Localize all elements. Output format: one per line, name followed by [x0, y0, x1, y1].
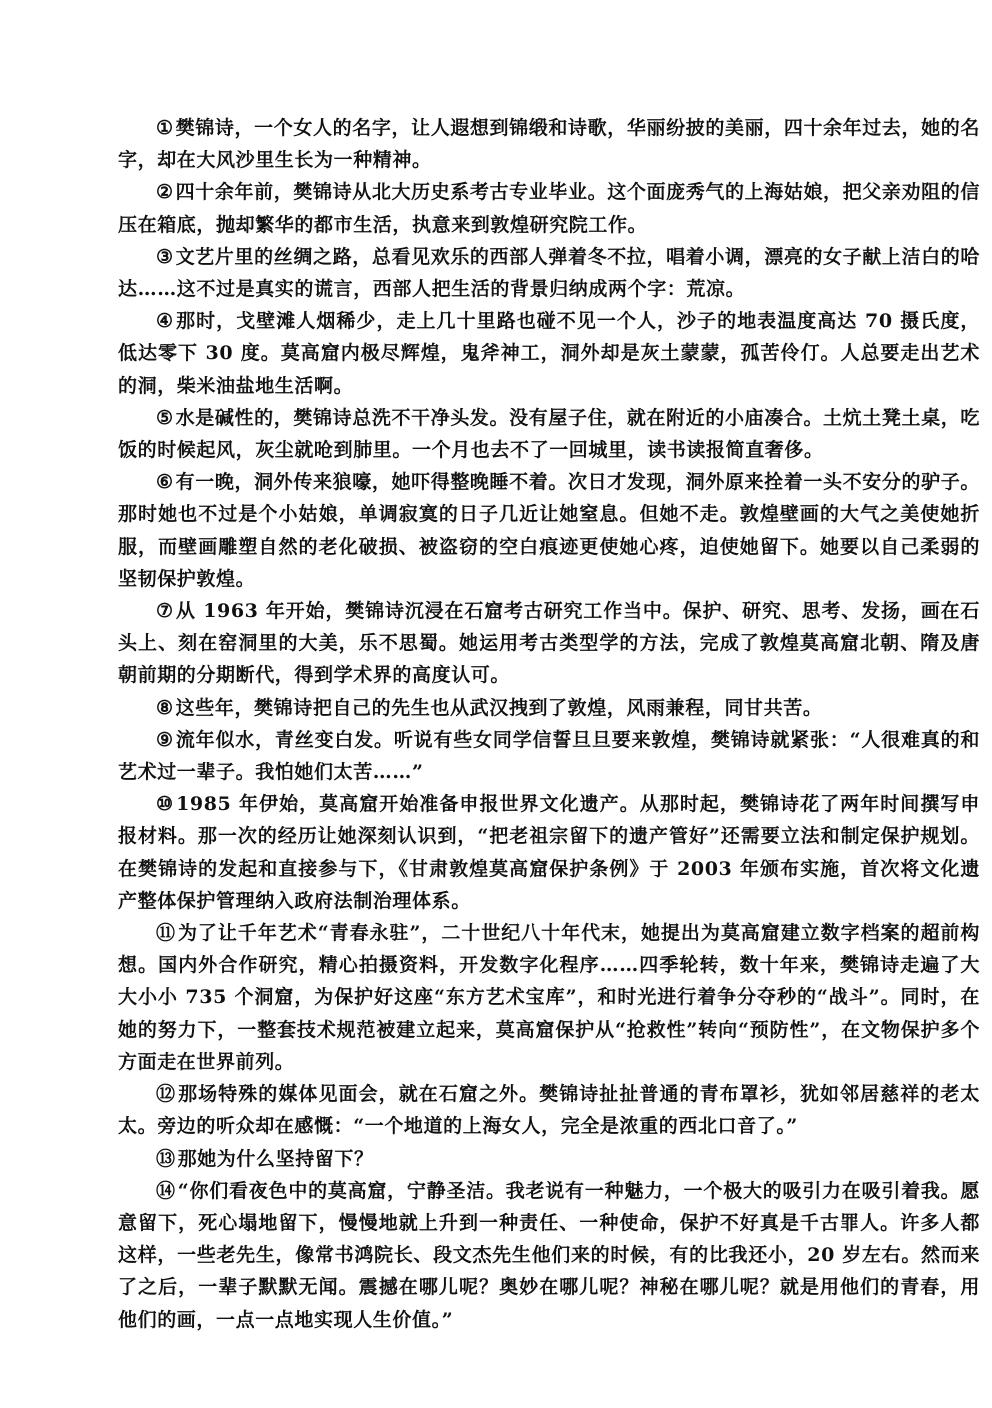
paragraph-text: 樊锦诗，一个女人的名字，让人遐想到锦缎和诗歌，华丽纷披的美丽，四十余年过去，她的名字，却在大风沙里生长为一种精神。	[118, 117, 980, 172]
paragraph-number: ②	[156, 181, 174, 204]
paragraph-text: 从 1963 年开始，樊锦诗沉浸在石窟考古研究工作当中。保护、研究、思考、发扬，画在石头上、刻在窑洞里的大美，乐不思蜀。她运用考古类型学的方法，完成了敦煌莫高窟北朝、隋及唐朝前期的分期断代，得到学术界的高度认可。	[118, 600, 980, 687]
paragraph-text: 文艺片里的丝绸之路，总看见欢乐的西部人弹着冬不拉，唱着小调，漂亮的女子献上洁白的哈达……这不过是真实的谎言，西部人把生活的背景归纳成两个字：荒凉。	[118, 245, 980, 301]
paragraph-text: 流年似水，青丝变白发。听说有些女同学信誓旦旦要来敦煌，樊锦诗就紧张：“人很难真的和艺术过一辈子。我怕她们太苦……”	[118, 728, 981, 784]
paragraph-text: 那她为什么坚持留下？	[177, 1147, 374, 1170]
paragraph-12	[118, 1078, 980, 1142]
paragraph-1	[118, 112, 980, 176]
paragraph-7	[118, 595, 980, 692]
paragraph-number: ⑦	[156, 600, 174, 623]
paragraph-number: ⑫	[156, 1083, 177, 1106]
paragraph-text: 这些年，樊锦诗把自己的先生也从武汉拽到了敦煌，风雨兼程，同甘共苦。	[175, 696, 823, 719]
paragraph-6	[118, 466, 980, 595]
paragraph-text: 四十余年前，樊锦诗从北大历史系考古专业毕业。这个面庞秀气的上海姑娘，把父亲劝阻的信压在箱底，抛却繁华的都市生活，执意来到敦煌研究院工作。	[118, 181, 980, 236]
paragraph-number: ⑪	[156, 922, 176, 945]
paragraph-4	[118, 305, 980, 402]
paragraph-number: ⑧	[156, 696, 174, 719]
paragraph-number: ⑬	[156, 1147, 176, 1170]
paragraph-14	[118, 1175, 980, 1336]
paragraph-number: ⑨	[156, 728, 174, 751]
paragraph-number: ⑤	[156, 406, 174, 429]
paragraph-number: ⑭	[156, 1179, 176, 1202]
paragraph-5	[118, 402, 980, 466]
paragraph-text: 那时，戈壁滩人烟稀少，走上几十里路也碰不见一个人，沙子的地表温度高达 70 摄氏度，低达零下 30 度。莫高窟内极尽辉煌，鬼斧神工，洞外却是灰土蒙蒙，孤苦伶仃。人总要走出艺术的洞，柴米油盐地生活啊。	[118, 310, 980, 397]
paragraph-number: ⑩	[156, 793, 175, 816]
paragraph-text: “你们看夜色中的莫高窟，宁静圣洁。我老说有一种魅力，一个极大的吸引力在吸引着我。愿意留下，死心塌地留下，慢慢地就上升到一种责任、一种使命，保护不好真是千古罪人。许多人都这样，一些老先生，像常书鸿院长、段文杰先生他们来的时候，有的比我还小，20 岁左右。然而来了之后，一辈子默默无闻。震撼在哪儿呢？奥妙在哪儿呢？神秘在哪儿呢？就是用他们的青春，用他们的画，一点一点地实现人生价值。”	[118, 1179, 981, 1331]
paragraph-number: ⑥	[156, 471, 174, 494]
paragraph-9	[118, 724, 980, 788]
paragraph-text: 那场特殊的媒体见面会，就在石窟之外。樊锦诗扯扯普通的青布罩衫，犹如邻居慈祥的老太太。旁边的听众却在感慨：“一个地道的上海女人，完全是浓重的西北口音了。”	[118, 1083, 980, 1138]
paragraph-number: ④	[156, 310, 175, 333]
paragraph-8	[118, 692, 980, 724]
paragraph-text: 为了让千年艺术“青春永驻”，二十世纪八十年代末，她提出为莫高窟建立数字档案的超前构想。国内外合作研究，精心拍摄资料，开发数字化程序……四季轮转，数十年来，樊锦诗走遍了大大小小 735 个洞窟，为保护好这座“东方艺术宝库”，和时光进行着争分夺秒的“战斗”。同时，在她的努力下，一整套技术规范被建立起来，莫高窟保护从“抢救性”转向“预防性”，在文物保护多个方面走在世界前列。	[118, 922, 980, 1073]
paragraph-2	[118, 176, 980, 240]
paragraph-number: ①	[156, 117, 174, 139]
paragraph-3	[118, 241, 980, 305]
paragraph-13	[118, 1143, 980, 1175]
paragraph-11	[118, 917, 980, 1078]
paragraph-text: 有一晚，洞外传来狼嚎，她吓得整晚睡不着。次日才发现，洞外原来拴着一头不安分的驴子。那时她也不过是个小姑娘，单调寂寞的日子几近让她窒息。但她不走。敦煌壁画的大气之美使她折服，而壁画雕塑自然的老化破损、被盗窃的空白痕迹更使她心疼，迫使她留下。她要以自己柔弱的坚韧保护敦煌。	[118, 471, 980, 590]
paragraph-text: 水是碱性的，樊锦诗总洗不干净头发。没有屋子住，就在附近的小庙凑合。土炕土凳土桌，吃饭的时候起风，灰尘就呛到肺里。一个月也去不了一回城里，读书读报简直奢侈。	[118, 406, 980, 462]
paragraph-text: 1985 年伊始，莫高窟开始准备申报世界文化遗产。从那时起，樊锦诗花了两年时间撰写申报材料。那一次的经历让她深刻认识到，“把老祖宗留下的遗产管好”还需要立法和制定保护规划。在樊锦诗的发起和直接参与下，《甘肃敦煌莫高窟保护条例》于 2003 年颁布实施，首次将文化遗产整体保护管理纳入政府法制治理体系。	[118, 793, 980, 912]
article-body	[118, 112, 980, 1336]
paragraph-10	[118, 788, 980, 917]
paragraph-number: ③	[156, 245, 174, 268]
